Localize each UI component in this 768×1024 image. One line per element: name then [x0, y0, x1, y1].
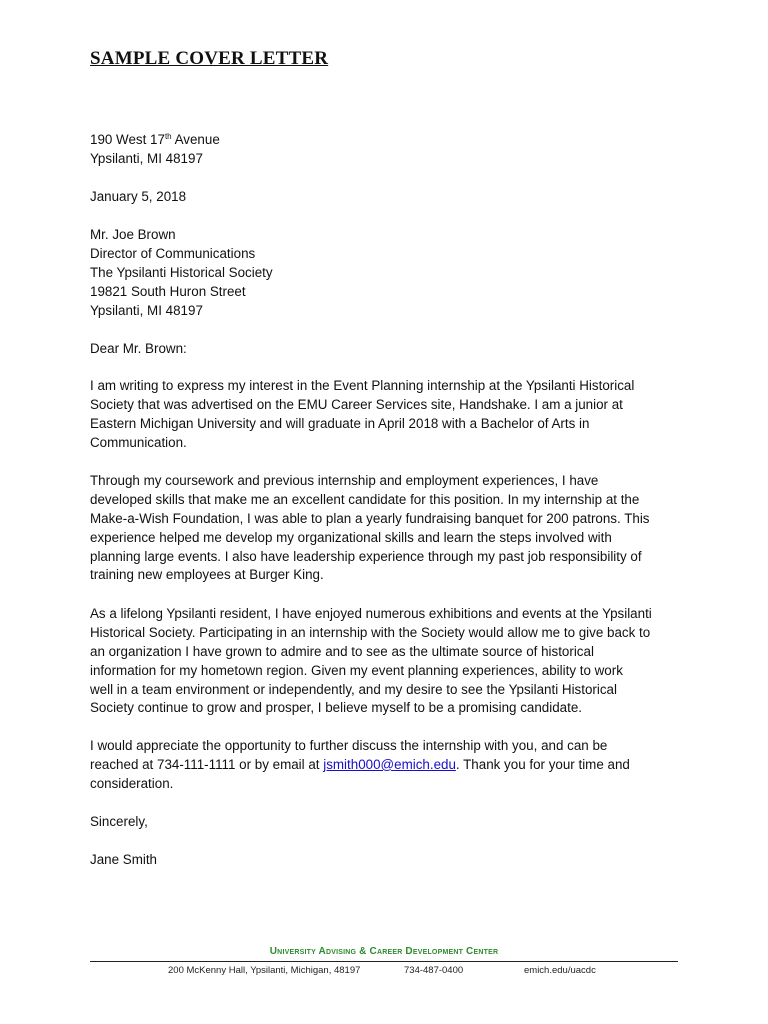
paragraph-3: [90, 605, 680, 718]
paragraph-line: consideration.: [90, 775, 174, 791]
paragraph-line: [90, 756, 680, 775]
paragraph-line: planning large events. I also have leadership experience through my past job responsibility of: [90, 548, 642, 564]
footer-divider: [90, 961, 678, 962]
page-title: SAMPLE COVER LETTER: [90, 48, 329, 69]
letter-date: January 5, 2018: [90, 189, 187, 204]
sender-city: Ypsilanti, MI 48197: [90, 150, 203, 166]
paragraph-line: Society continue to grow and prosper, I believe myself to be a promising candidate.: [90, 700, 583, 716]
paragraph-text: . Thank you for your time and: [455, 756, 630, 772]
paragraph-text: reached at 734-111-1111 or by email at: [90, 756, 324, 772]
sender-street: [90, 131, 680, 150]
recipient-name: Mr. Joe Brown: [90, 227, 176, 242]
paragraph-line: Make-a-Wish Foundation, I was able to plan a yearly fundraising banquet for 200 patrons. This: [90, 510, 650, 526]
paragraph-line: I am writing to express my interest in the Event Planning internship at the Ypsilanti Historical: [90, 378, 635, 393]
paragraph-line: Eastern Michigan University and will graduate in April 2018 with a Bachelor of Arts in: [90, 415, 590, 431]
email-link[interactable]: jsmith000@emich.edu: [323, 756, 456, 772]
paragraph-line: Society that was advertised on the EMU Career Services site, Handshake. I am a junior at: [90, 396, 623, 412]
paragraph-2: [90, 472, 680, 585]
signature: Jane Smith: [90, 852, 157, 867]
paragraph-line: experience helped me develop my organizational skills and learn the steps involved with: [90, 529, 612, 545]
paragraph-line: developed skills that make me an excellent candidate for this position. In my internship at the: [90, 491, 640, 507]
sender-address: [90, 131, 680, 169]
paragraph-line: As a lifelong Ypsilanti resident, I have enjoyed numerous exhibitions and events at the Ypsilanti: [90, 606, 652, 621]
footer-address: 200 McKenny Hall, Ypsilanti, Michigan, 48197: [168, 965, 361, 976]
recipient-org: The Ypsilanti Historical Society: [90, 264, 273, 280]
paragraph-line: Historical Society. Participating in an internship with the Society would allow me to give back to: [90, 624, 651, 640]
closing: Sincerely,: [90, 814, 148, 829]
paragraph-line: information for my hometown region. Given my event planning experiences, ability to work: [90, 662, 623, 678]
recipient-street: 19821 South Huron Street: [90, 283, 246, 299]
sender-street-name: Avenue: [171, 132, 220, 147]
paragraph-line: an organization I have grown to admire and to see as the ultimate source of historical: [90, 643, 594, 659]
paragraph-line: well in a team environment or independently, and my desire to see the Ypsilanti Historical: [90, 681, 617, 697]
paragraph-4: [90, 737, 680, 794]
paragraph-line: I would appreciate the opportunity to further discuss the internship with you, and can be: [90, 738, 608, 753]
footer-phone: 734-487-0400: [404, 965, 464, 976]
recipient-title: Director of Communications: [90, 245, 256, 261]
footer-web: emich.edu/uacdc: [524, 965, 596, 976]
paragraph-1: [90, 377, 680, 453]
sender-street-number: 190 West 17: [90, 132, 165, 147]
footer-title: University Advising & Career Development Center: [269, 946, 499, 957]
recipient-city: Ypsilanti, MI 48197: [90, 302, 203, 318]
paragraph-line: Through my coursework and previous internship and employment experiences, I have: [90, 473, 599, 488]
paragraph-line: training new employees at Burger King.: [90, 567, 324, 583]
recipient-address: [90, 226, 680, 320]
sender-street-suffix-sup: th: [164, 132, 172, 141]
salutation: Dear Mr. Brown:: [90, 341, 187, 356]
paragraph-line: Communication.: [90, 434, 187, 450]
